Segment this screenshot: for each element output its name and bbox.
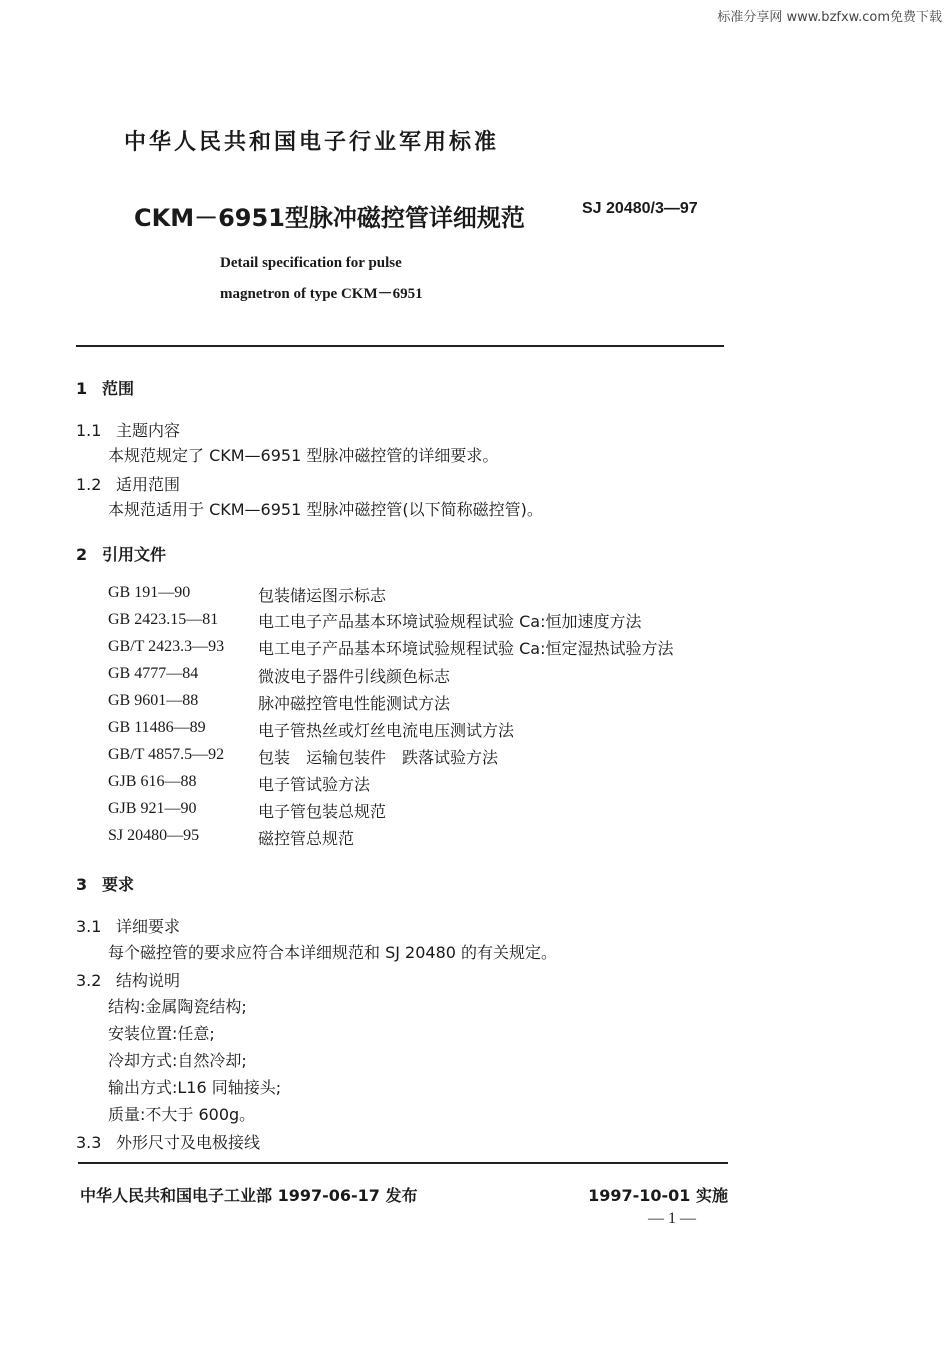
- page-number: — 1 —: [648, 1210, 696, 1227]
- reference-title: 磁控管总规范: [258, 829, 355, 848]
- issue-date: 中华人民共和国电子工业部 1997-06-17 发布: [80, 1186, 418, 1205]
- reference-title: 电子管试验方法: [258, 775, 371, 794]
- section-1-heading: 1 范围: [76, 379, 135, 398]
- section-1-1-heading: 1.1 主题内容: [76, 421, 181, 440]
- reference-title: 电子管热丝或灯丝电流电压测试方法: [258, 721, 515, 740]
- reference-code: GB 2423.15—81: [108, 611, 219, 628]
- footer-rule: [78, 1162, 728, 1164]
- structure-line: 质量:不大于 600g。: [108, 1105, 256, 1124]
- reference-code: GJB 616—88: [108, 773, 197, 790]
- structure-line: 冷却方式:自然冷却;: [108, 1051, 247, 1070]
- reference-title: 包装 运输包装件 跌落试验方法: [258, 748, 499, 767]
- section-3-2-heading: 3.2 结构说明: [76, 971, 181, 990]
- doc-code: SJ 20480/3—97: [582, 200, 698, 217]
- structure-line: 安装位置:任意;: [108, 1024, 215, 1043]
- structure-line: 输出方式:L16 同轴接头;: [108, 1078, 282, 1097]
- reference-code: GJB 921—90: [108, 800, 197, 817]
- reference-code: GB 11486—89: [108, 719, 206, 736]
- org-title: 中华人民共和国电子行业军用标准: [124, 130, 500, 155]
- reference-code: SJ 20480—95: [108, 827, 200, 844]
- section-3-3-heading: 3.3 外形尺寸及电极接线: [76, 1133, 261, 1152]
- section-3-1-heading: 3.1 详细要求: [76, 917, 181, 936]
- section-3-heading: 3 要求: [76, 875, 135, 894]
- reference-code: GB 4777—84: [108, 665, 199, 682]
- reference-title: 电工电子产品基本环境试验规程试验 Ca:恒定湿热试验方法: [258, 639, 674, 658]
- doc-title: CKM－6951型脉冲磁控管详细规范: [134, 204, 525, 232]
- header-rule: [76, 345, 724, 347]
- english-title-line2: magnetron of type CKM－6951: [220, 286, 423, 302]
- reference-code: GB 191—90: [108, 584, 191, 601]
- section-1-2-heading: 1.2 适用范围: [76, 475, 181, 494]
- effective-date: 1997-10-01 实施: [588, 1186, 728, 1205]
- english-title-line1: Detail specification for pulse: [220, 255, 402, 271]
- section-1-2-text: 本规范适用于 CKM—6951 型脉冲磁控管(以下简称磁控管)。: [108, 500, 543, 519]
- reference-code: GB/T 2423.3—93: [108, 638, 225, 655]
- structure-line: 结构:金属陶瓷结构;: [108, 997, 247, 1016]
- watermark: 标准分享网 www.bzfxw.com免费下载: [717, 10, 942, 25]
- reference-title: 包装储运图示标志: [258, 586, 387, 605]
- reference-code: GB/T 4857.5—92: [108, 746, 225, 763]
- section-3-1-text: 每个磁控管的要求应符合本详细规范和 SJ 20480 的有关规定。: [108, 943, 558, 962]
- reference-title: 电工电子产品基本环境试验规程试验 Ca:恒加速度方法: [258, 612, 642, 631]
- section-1-1-text: 本规范规定了 CKM—6951 型脉冲磁控管的详细要求。: [108, 446, 499, 465]
- reference-title: 微波电子器件引线颜色标志: [258, 667, 451, 686]
- section-2-heading: 2 引用文件: [76, 545, 167, 564]
- reference-code: GB 9601—88: [108, 692, 199, 709]
- reference-title: 脉冲磁控管电性能测试方法: [258, 694, 451, 713]
- reference-title: 电子管包装总规范: [258, 802, 387, 821]
